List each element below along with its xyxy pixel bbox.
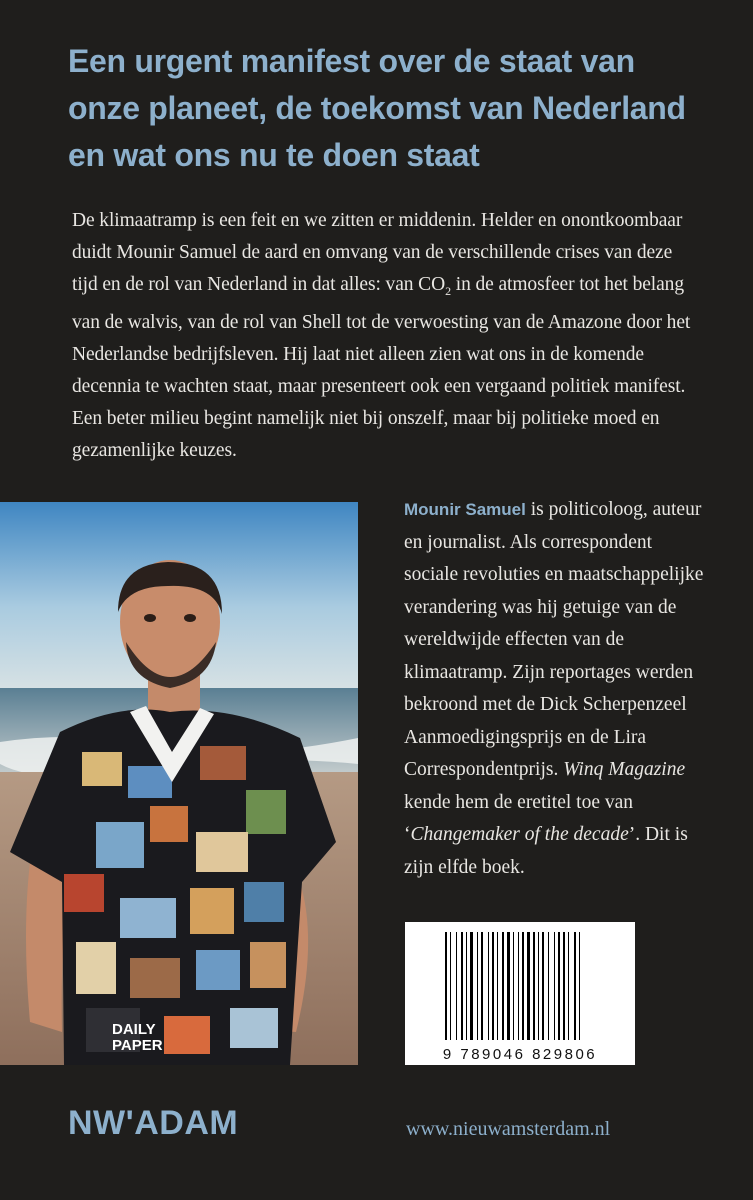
barcode-bar	[477, 932, 478, 1040]
barcode-bar	[548, 932, 549, 1040]
barcode-bar	[513, 932, 514, 1040]
magazine-name: Winq Magazine	[563, 759, 686, 780]
award-name: Changemaker of the decade	[410, 824, 629, 845]
barcode-bar	[466, 932, 467, 1040]
barcode-bar	[533, 932, 535, 1040]
barcode-bar	[574, 932, 576, 1040]
barcode-bar	[507, 932, 510, 1040]
barcode-bar	[563, 932, 565, 1040]
barcode-bar	[456, 932, 457, 1040]
barcode-bar	[518, 932, 519, 1040]
shirt-text: PAPER	[112, 1037, 163, 1054]
barcode-bar	[568, 932, 569, 1040]
barcode-bar	[542, 932, 544, 1040]
blurb-text: De klimaatramp is een feit en we zitten er middenin. Helder en onontkoombaar duidt Mounir Samuel de aard en omvang van de verschillende crises van deze tijd en de rol van Nederland in dat alles: van CO	[72, 210, 683, 295]
barcode-bar	[492, 932, 494, 1040]
publisher-logo: NW'ADAM	[68, 1104, 239, 1142]
barcode-bar	[497, 932, 498, 1040]
headline-line: Een urgent manifest over de staat van	[68, 43, 635, 79]
barcode-bar	[450, 932, 451, 1040]
isbn-number: 9 789046 829806	[442, 1046, 598, 1063]
barcode-bar	[579, 932, 580, 1040]
author-bio	[404, 494, 704, 884]
blurb-paragraph	[72, 205, 702, 467]
bio-text: kende hem de eretitel toe van ‘	[404, 791, 634, 845]
barcode-bar	[522, 932, 524, 1040]
barcode-bar	[445, 932, 447, 1040]
barcode-bar	[554, 932, 555, 1040]
barcode-bar	[470, 932, 473, 1040]
blurb-text: in de atmosfeer tot het belang van de walvis, van de rol van Shell tot de verwoesting van de Amazone door het Nederlandse bedrijfsleven. Hij laat niet alleen zien wat ons in de komende decennia te wachten staat, maar presenteert ook een vergaand politiek manifest. Een beter milieu begint namelijk niet bij onszelf, maar bij politieke moed en gezamenlijke keuzes.	[72, 274, 691, 461]
author-name: Mounir Samuel	[404, 500, 526, 519]
barcode-bar	[558, 932, 560, 1040]
barcode-bar	[538, 932, 539, 1040]
barcode-bar	[527, 932, 530, 1040]
blurb	[72, 205, 702, 467]
barcode-bar	[461, 932, 463, 1040]
barcode-bar	[481, 932, 483, 1040]
blurb-subscript: 2	[445, 283, 451, 298]
headline-line: onze planeet, de toekomst van Nederland	[68, 90, 686, 126]
publisher-url[interactable]: www.nieuwamsterdam.nl	[406, 1118, 611, 1140]
bio-text: ’. Dit is zijn elfde boek.	[404, 824, 688, 878]
shirt-text: DAILY	[112, 1021, 156, 1038]
barcode-bar	[502, 932, 504, 1040]
headline-line: en wat ons nu te doen staat	[68, 137, 480, 173]
barcode	[405, 922, 635, 1065]
headline	[68, 38, 728, 179]
barcode-bars	[405, 922, 635, 1065]
barcode-bar	[488, 932, 489, 1040]
author-photo-illustration	[0, 502, 358, 1065]
bio-text: is politicoloog, auteur en journalist. Als correspondent sociale revoluties en maatschappelijke verandering was hij getuige van de wereldwijde effecten van de klimaatramp. Zijn reportages werden bekroond met de Dick Scherpenzeel Aanmoedigingsprijs en de Lira Correspondentprijs.	[404, 499, 704, 780]
author-photo	[0, 502, 358, 1065]
